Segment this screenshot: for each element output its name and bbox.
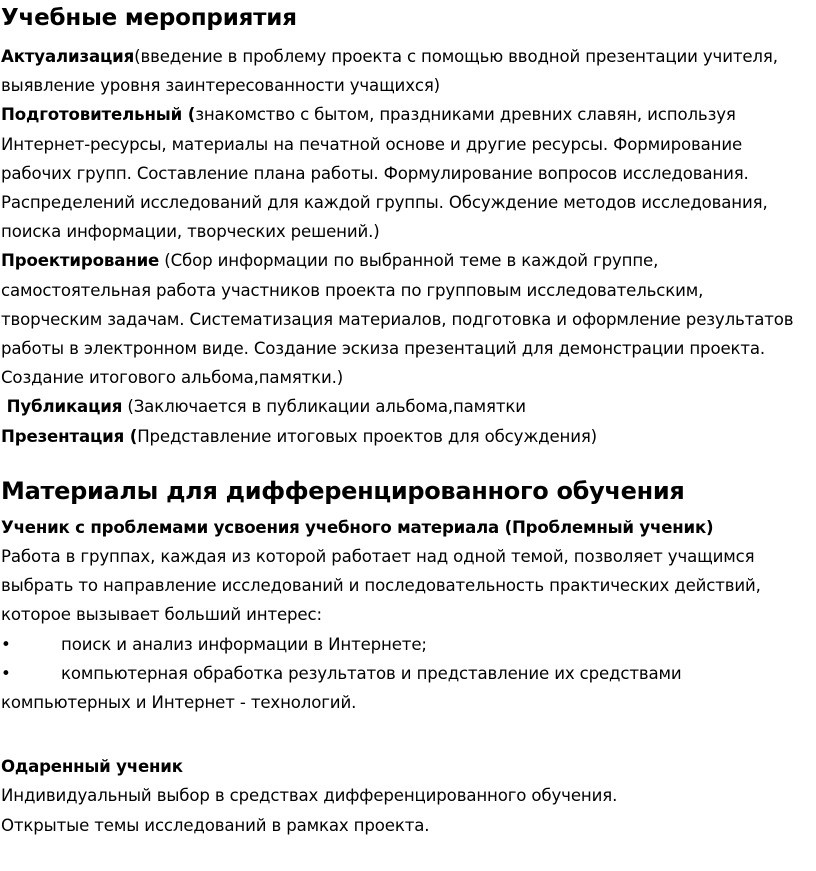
list-item-text: поиск и анализ информации в Интернете; <box>61 634 427 654</box>
stage-text: (введение в проблему проекта с помощью вводной презентации учителя, <box>134 47 778 66</box>
gifted-student-text: Открытые темы исследований в рамках проекта. <box>1 815 430 835</box>
list-item <box>1 659 816 688</box>
bullet-icon: • <box>1 634 11 654</box>
section-title: Материалы для дифференцированного обучения <box>1 476 685 505</box>
stage-preparatory <box>1 100 816 129</box>
stage-text: творческим задачам. Систематизация материалов, подготовка и оформление результатов <box>1 309 794 329</box>
problem-student-text: выбрать то направление исследований и последовательность практических действий, <box>1 576 761 596</box>
problem-student-text: которое вызывает больший интерес: <box>1 605 322 625</box>
stage-text: Представление итоговых проектов для обсуждения) <box>137 426 597 446</box>
stage-text: Распределений исследований для каждой группы. Обсуждение методов исследования, <box>1 193 768 213</box>
bullet-icon: • <box>1 663 11 683</box>
stage-text: (Сбор информации по выбранной теме в каждой группе, <box>159 251 659 271</box>
gifted-student-heading: Одаренный ученик <box>1 757 183 777</box>
problem-student-heading: Ученик с проблемами усвоения учебного материала (Проблемный ученик) <box>1 517 714 537</box>
stage-text: знакомство с бытом, праздниками древних славян, используя <box>195 105 736 125</box>
stage-text: самостоятельная работа участников проекта по групповым исследовательским, <box>1 280 704 300</box>
stage-text: рабочих групп. Составление плана работы. Формулирование вопросов исследования. <box>1 163 749 183</box>
stage-text: выявление уровня заинтересованности учащихся) <box>1 76 440 96</box>
stage-label: Презентация ( <box>1 426 138 446</box>
stage-text: поиска информации, творческих решений.) <box>1 222 380 242</box>
page-title: Учебные мероприятия <box>1 5 297 31</box>
stage-label: Подготовительный ( <box>1 105 196 125</box>
stage-publication <box>1 392 816 421</box>
problem-student-text: Работа в группах, каждая из которой работает над одной темой, позволяет учащимся <box>1 547 755 567</box>
stage-design <box>1 246 816 275</box>
stage-text: Создание итогового альбома,памятки.) <box>1 368 344 388</box>
stage-presentation <box>1 422 816 451</box>
stage-actualization <box>1 42 816 71</box>
stage-text: работы в электронном виде. Создание эскиза презентаций для демонстрации проекта. <box>1 339 766 359</box>
stage-label: Проектирование <box>1 251 160 271</box>
list-item <box>1 630 816 659</box>
spacer <box>1 717 816 752</box>
stage-text: Интернет-ресурсы, материалы на печатной основе и другие ресурсы. Формирование <box>1 134 743 154</box>
problem-student-text: компьютерных и Интернет - технологий. <box>1 693 357 713</box>
stage-text: (Заключается в публикации альбома,памятки <box>122 397 526 417</box>
gifted-student-text: Индивидуальный выбор в средствах дифференцированного обучения. <box>1 786 618 806</box>
stage-label: Публикация <box>1 397 123 417</box>
stage-label: Актуализация <box>1 47 135 66</box>
list-item-text: компьютерная обработка результатов и представление их средствами <box>61 663 682 683</box>
